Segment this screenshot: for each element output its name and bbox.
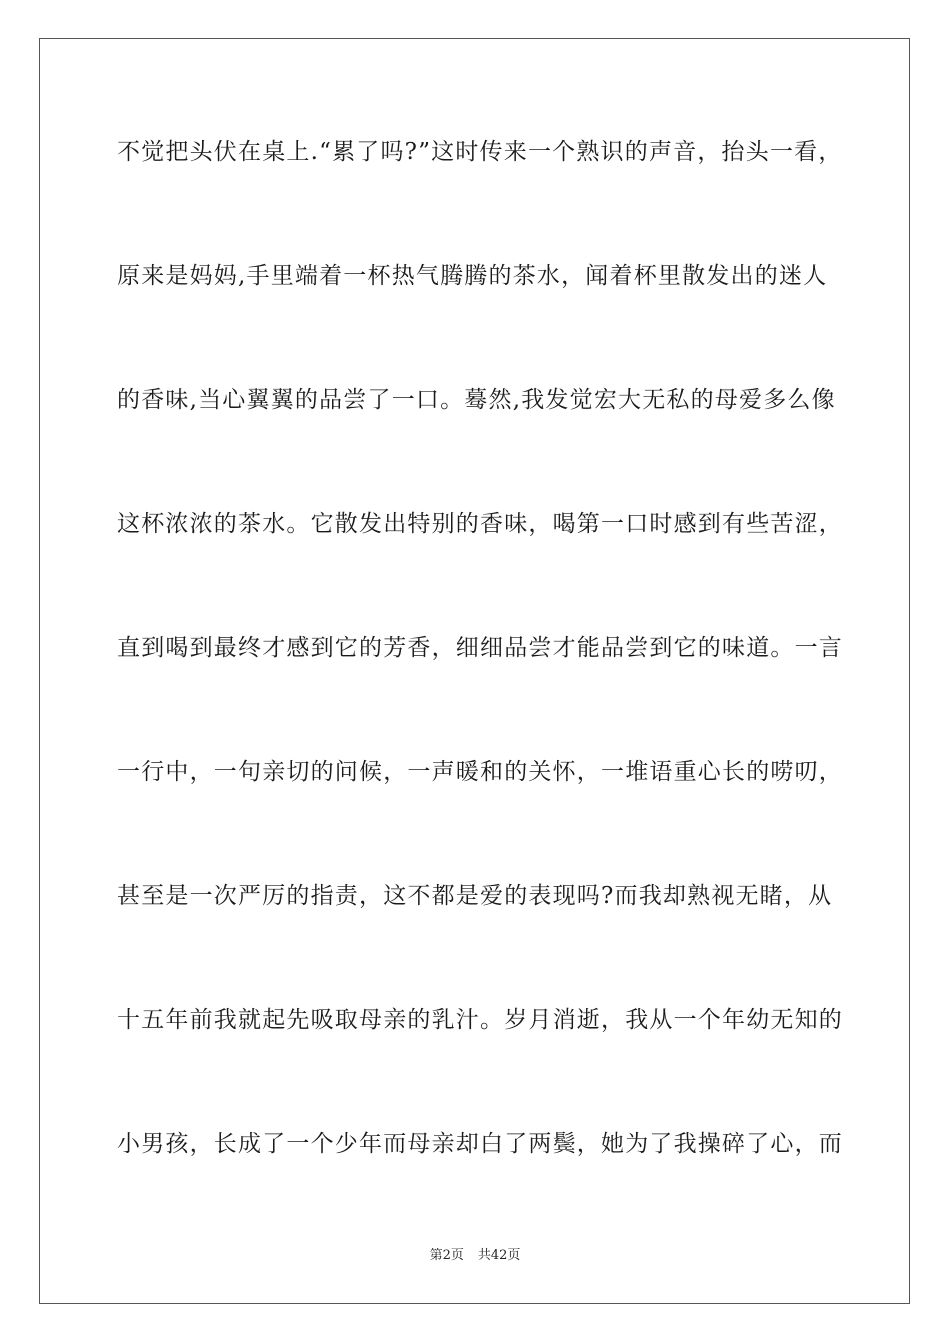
- text-line: 直到喝到最终才感到它的芳香，细细品尝才能品尝到它的味道。一言: [117, 635, 843, 661]
- text-line: 一行中，一句亲切的问候，一声暖和的关怀，一堆语重心长的唠叨，: [117, 759, 843, 785]
- page-footer: [0, 1247, 950, 1265]
- text-line: 小男孩，长成了一个少年而母亲却白了两鬓，她为了我操碎了心，而: [117, 1131, 843, 1157]
- text-line: 原来是妈妈,手里端着一杯热气腾腾的茶水，闻着杯里散发出的迷人: [117, 263, 828, 289]
- text-line: 甚至是一次严厉的指责，这不都是爱的表现吗?而我却熟视无睹，从: [117, 883, 833, 909]
- page-total: 共42页: [477, 1248, 521, 1263]
- text-line: 的香味,当心翼翼的品尝了一口。蓦然,我发觉宏大无私的母爱多么像: [117, 387, 836, 413]
- page-number: 第2页: [429, 1248, 464, 1263]
- text-line: 这杯浓浓的茶水。它散发出特别的香味，喝第一口时感到有些苦涩，: [117, 511, 843, 537]
- text-line: 十五年前我就起先吸取母亲的乳汁。岁月消逝，我从一个年幼无知的: [117, 1007, 843, 1033]
- text-line: 不觉把头伏在桌上.“累了吗?”这时传来一个熟识的声音，抬头一看，: [117, 139, 843, 165]
- page-border: [39, 38, 910, 1304]
